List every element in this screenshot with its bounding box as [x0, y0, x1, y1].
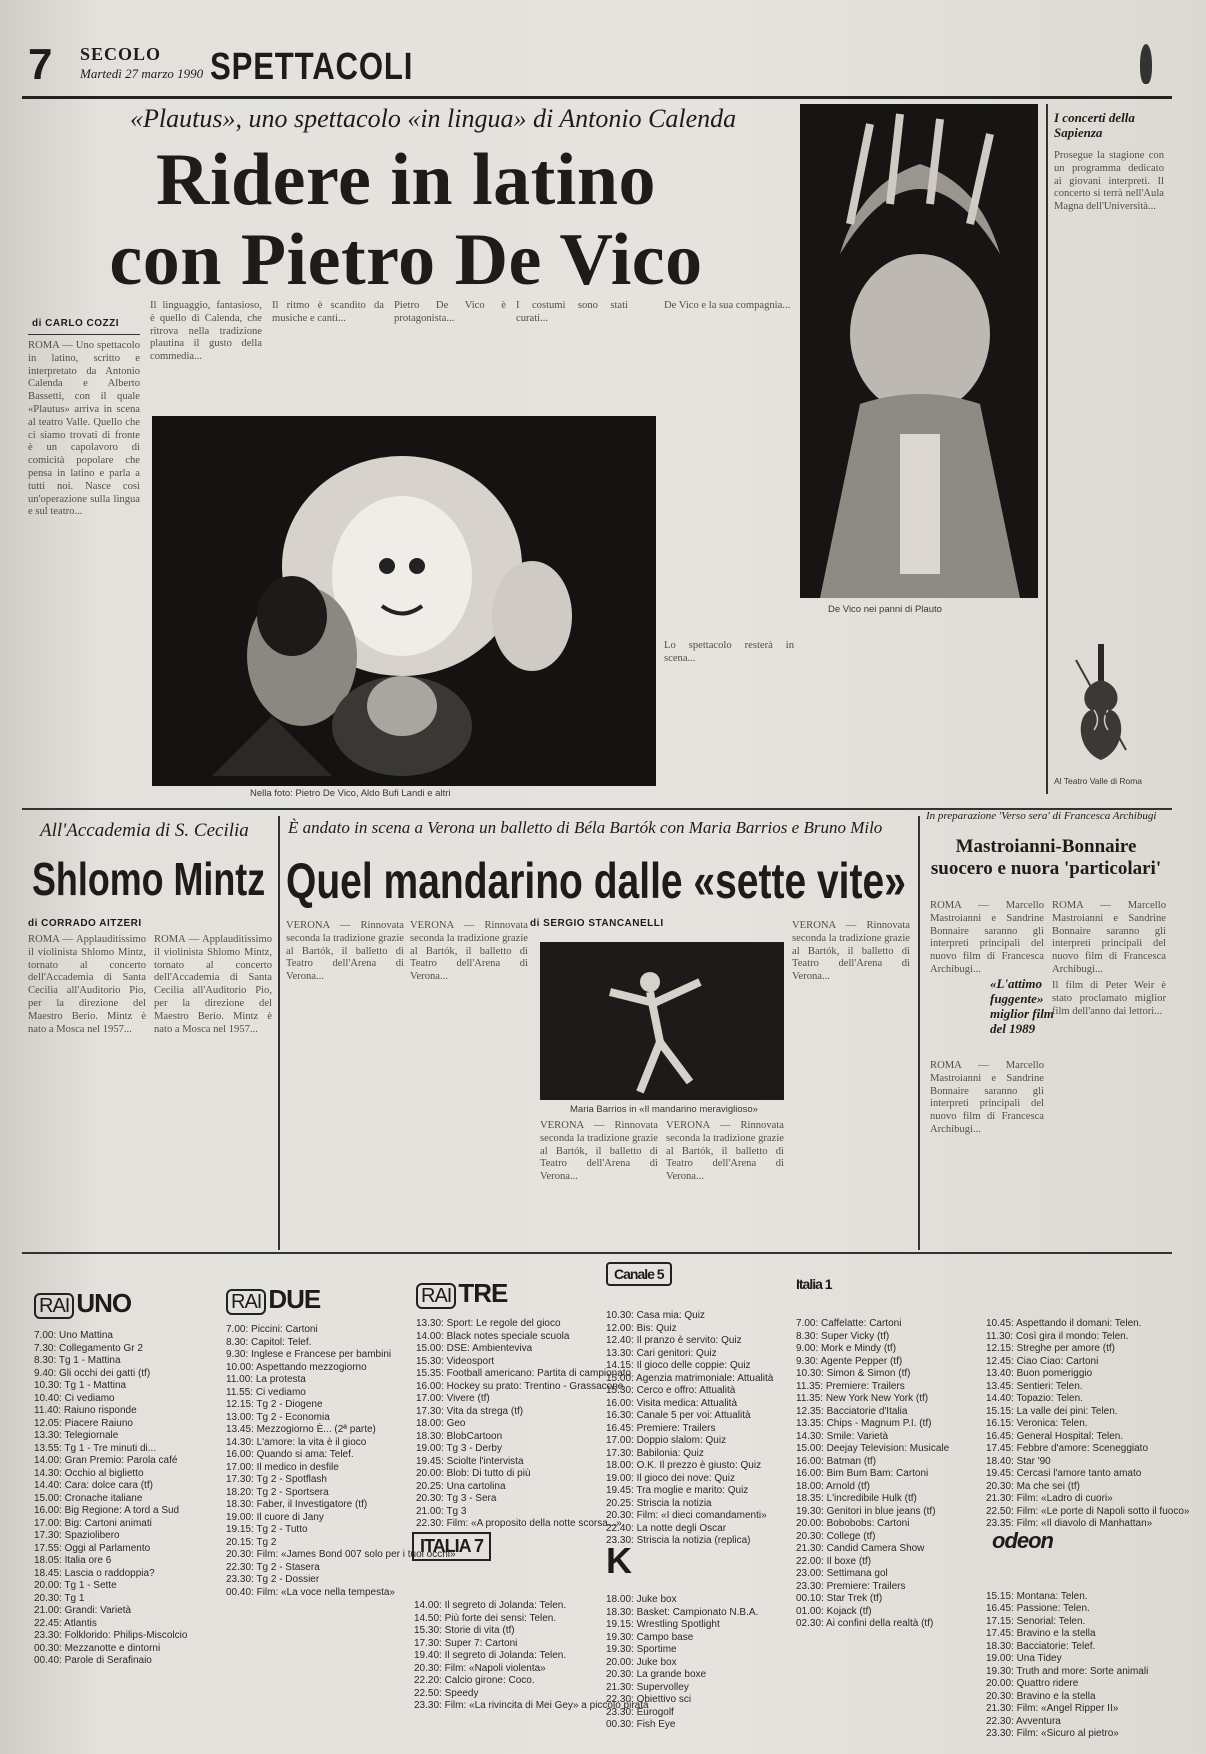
- lead-column-3: Il ritmo è scandito da musiche e canti...: [272, 300, 384, 324]
- mintz-rule: [278, 816, 280, 1250]
- side-text: Prosegue la stagione con un programma dedicato ai giovani interpreti. Il concerto si terrà nell'Aula Magna dell'Università...: [1054, 150, 1164, 213]
- raitre-listing: [416, 1318, 632, 1531]
- tv-listing-item: 22.20: Calcio girone: Coco.: [414, 1675, 535, 1686]
- tv-listing-item: 20.00: Juke box: [606, 1656, 677, 1668]
- tv-listing-item: 18.00: Arnold (tf): [796, 1480, 870, 1492]
- mandarino-text-3: VERONA — Rinnovata seconda la tradizione grazie al Bartók, il balletto di Teatro dell'Arena di Verona...: [540, 1120, 658, 1183]
- italia1-listing: [796, 1318, 980, 1631]
- tv-listing-item: 19.45: Tra moglie e marito: Quiz: [606, 1485, 749, 1496]
- tv-listing-item: 18.30: Basket: Campionato N.B.A.: [606, 1606, 759, 1618]
- tv-listing-item: 19.45: Cercasi l'amore tanto amato: [986, 1468, 1142, 1479]
- mastroianni-text-2: ROMA — Marcello Mastroianni e Sandrine Bonnaire saranno gli interpreti principali del nuovo film di Francesca Archibugi...: [1052, 900, 1166, 975]
- tv-listing-item: 9.40: Gli occhi dei gatti (tf): [34, 1367, 151, 1379]
- tmc-logo-name: K: [606, 1540, 631, 1581]
- italia1-logo-name: Italia 1: [796, 1276, 832, 1292]
- tv-listing-item: 13.30: Telegiornale: [34, 1430, 119, 1441]
- tv-listing-item: 17.30: Super 7: Cartoni: [414, 1637, 518, 1649]
- tv-listing-item: 11.30: Così gira il mondo: Telen.: [986, 1330, 1129, 1342]
- tv-listing-item: 12.15: Streghe per amore (tf): [986, 1343, 1115, 1354]
- tv-listing-item: 23.30: Film: «La rivincita di Mei Gey» a piccolo pirata: [414, 1700, 649, 1711]
- tv-listing-item: 15.00: Cronache italiane: [34, 1492, 143, 1504]
- violin-image: [1066, 640, 1136, 770]
- tv-listing-item: 22.40: La notte degli Oscar: [606, 1522, 727, 1534]
- tv-listing-item: 12.40: Il pranzo è servito: Quiz: [606, 1335, 742, 1346]
- tv-listing-item: 17.55: Oggi al Parlamento: [34, 1542, 151, 1554]
- tv-listing-item: 13.40: Buon pomeriggio: [986, 1368, 1093, 1379]
- tv-listing-item: 19.00: Il cuore di Jany: [226, 1511, 324, 1523]
- tv-listing-item: 18.05: Italia ore 6: [34, 1555, 112, 1566]
- tv-listing-item: 19.00: Il gioco dei nove: Quiz: [606, 1472, 735, 1484]
- lead-column-2: Il linguaggio, fantasioso, è quello di Calenda, che ritrova nella tradizione plautina il gusto della commedia...: [150, 300, 262, 363]
- mastroianni-headline: Mastroianni-Bonnaire suocero e nuora 'particolari': [930, 836, 1162, 879]
- tv-listing-item: 18.00: O.K. Il prezzo è giusto: Quiz: [606, 1460, 762, 1471]
- tv-listing-item: 16.00: Visita medica: Attualità: [606, 1397, 738, 1409]
- stage-photo-illustration: [152, 416, 656, 786]
- mandarino-byline: di SERGIO STANCANELLI: [530, 918, 664, 929]
- tv-listing-item: 14.00: Gran Premio: Parola café: [34, 1455, 178, 1466]
- lead-column-7: Lo spettacolo resterà in scena...: [664, 640, 794, 664]
- oscar-box-title: «L'attimo fuggente» miglior film del 1989: [990, 976, 1054, 1036]
- tv-listing-item: 18.45: Lascia o raddoppia?: [34, 1567, 155, 1579]
- tv-listing-item: 14.30: Occhio al biglietto: [34, 1467, 144, 1479]
- tv-listing-item: 13.30: Cari genitori: Quiz: [606, 1347, 717, 1359]
- tv-listing-item: 20.00: Quattro ridere: [986, 1678, 1079, 1689]
- tv-listing-item: 9.30: Inglese e Francese per bambini: [226, 1349, 392, 1360]
- oscar-box-text: Il film di Peter Weir è stato proclamato miglior film dell'anno dai lettori...: [1052, 980, 1166, 1017]
- tv-listing-item: 19.30: Genitori in blue jeans (tf): [796, 1505, 936, 1517]
- canale5-logo-name: Canale 5: [614, 1266, 664, 1282]
- tv-listing-item: 18.30: BlobCartoon: [416, 1430, 503, 1442]
- raitre-logo: [416, 1278, 507, 1309]
- raiuno-logo-rai: RAI: [34, 1293, 74, 1319]
- tv-listing-item: 21.30: Supervolley: [606, 1681, 689, 1693]
- tv-listing-item: 23.30: Folklorido: Philips-Miscolcio: [34, 1630, 188, 1641]
- tv-listing-item: 18.00: Juke box: [606, 1594, 677, 1605]
- lead-headline-line1: Ridere in latino: [156, 139, 656, 221]
- tv-listing-item: 16.00: Batman (tf): [796, 1455, 877, 1467]
- mandarino-kicker: È andato in scena a Verona un balletto di Béla Bartók con Maria Barrios e Bruno Milo: [288, 818, 883, 837]
- italia7-logo-name: ITALIA 7: [420, 1536, 483, 1556]
- tv-listing-item: 21.00: Tg 3: [416, 1505, 467, 1517]
- tv-listing-item: 20.30: Ma che sei (tf): [986, 1480, 1080, 1492]
- tv-listing-item: 19.30: Truth and more: Sorte animali: [986, 1665, 1149, 1677]
- canale5-listing: [606, 1310, 786, 1548]
- tv-listing-item: 20.30: Film: «I dieci comandamenti»: [606, 1510, 767, 1521]
- raiuno-logo-name: UNO: [76, 1288, 132, 1318]
- lead-headline-line2: con Pietro De Vico: [109, 219, 703, 301]
- tv-listing-item: 8.30: Tg 1 - Mattina: [34, 1355, 121, 1366]
- issue-date: Martedì 27 marzo 1990: [80, 66, 204, 81]
- tv-listing-item: 16.00: Hockey su prato: Trentino - Grassacone: [416, 1380, 624, 1392]
- tv-listing-item: 16.00: Quando si ama: Telef.: [226, 1449, 354, 1460]
- lead-headline: [96, 140, 716, 300]
- violin-icon: [1066, 640, 1136, 770]
- raiuno-listing: [34, 1330, 214, 1668]
- tv-listing-item: 7.00: Piccini: Cartoni: [226, 1324, 318, 1335]
- tv-listing-item: 15.00: Deejay Television: Musicale: [796, 1443, 950, 1454]
- mandarino-text-2: VERONA — Rinnovata seconda la tradizione grazie al Bartók, il balletto di Teatro dell'Arena di Verona...: [410, 920, 528, 983]
- tv-listing-item: 20.30: La grande boxe: [606, 1669, 707, 1680]
- tv-listing-item: 17.30: Vita da strega (tf): [416, 1405, 524, 1417]
- mintz-text-1: ROMA — Applauditissimo il violinista Shlomo Mintz, tornato al concerto dell'Accademia di Santa Cecilia all'Auditorio Pio, per la direzione del Maestro Berio. Mintz è nato a Mosca nel 1957...: [28, 934, 146, 1035]
- mandarino-photo: [540, 942, 784, 1100]
- tv-listing-item: 22.30: Obiettivo sci: [606, 1694, 692, 1705]
- tv-listing-item: 7.00: Caffelatte: Cartoni: [796, 1318, 902, 1329]
- tv-listing-item: 14.30: Smile: Varietà: [796, 1430, 889, 1442]
- tv-listing-item: 21.30: Film: «Angel Ripper II»: [986, 1703, 1119, 1714]
- tv-listing-item: 15.15: La valle dei pini: Telen.: [986, 1405, 1118, 1417]
- italia1-logo: [796, 1276, 832, 1292]
- lead-photo-stage: [152, 416, 656, 786]
- tv-listing-item: 16.30: Canale 5 per voi: Attualità: [606, 1410, 751, 1421]
- tv-listing-item: 18.20: Tg 2 - Sportsera: [226, 1486, 329, 1498]
- tv-listing-item: 22.00: Il boxe (tf): [796, 1555, 872, 1567]
- tv-listing-item: 8.30: Capitol: Telef.: [226, 1336, 312, 1348]
- tv-listing-item: 18.35: L'incredibile Hulk (tf): [796, 1493, 917, 1504]
- page-number: 7: [28, 40, 53, 89]
- masthead-rule: [22, 96, 1172, 99]
- tv-listing-item: 20.30: College (tf): [796, 1530, 876, 1542]
- tv-listing-item: 15.30: Videosport: [416, 1355, 495, 1367]
- tv-listing-item: 19.30: Sportime: [606, 1644, 677, 1655]
- tv-listing-item: 17.15: Senorial: Telen.: [986, 1615, 1086, 1627]
- tv-listing-item: 10.00: Aspettando mezzogiorno: [226, 1361, 367, 1373]
- tv-listing-item: 22.30: Tg 2 - Stasera: [226, 1561, 320, 1573]
- tv-listing-item: 17.00: Vivere (tf): [416, 1393, 490, 1404]
- mandarino-text-1: VERONA — Rinnovata seconda la tradizione grazie al Bartók, il balletto di Teatro dell'Arena di Verona...: [286, 920, 404, 983]
- tv-listing-item: 11.00: La protesta: [226, 1374, 306, 1385]
- raidue-logo-rai: RAI: [226, 1289, 266, 1315]
- tv-listing-item: 20.30: Film: «Napoli violenta»: [414, 1662, 546, 1674]
- tv-listing-item: 18.40: Star '90: [986, 1455, 1051, 1467]
- tv-listing-item: 23.30: Striscia la notizia (replica): [606, 1535, 751, 1546]
- mandarino-photo-caption: Maria Barrios in «Il mandarino meraviglioso»: [570, 1104, 758, 1115]
- tv-listing-item: 17.30: Babilonia: Quiz: [606, 1447, 704, 1459]
- tv-listing-item: 16.15: Veronica: Telen.: [986, 1418, 1088, 1429]
- tv-listing-item: 13.55: Tg 1 - Tre minuti di...: [34, 1442, 157, 1454]
- tv-listing-item: 20.00: Blob: Di tutto di più: [416, 1468, 531, 1479]
- tv-listing-item: 00.30: Mezzanotte e dintorni: [34, 1642, 161, 1654]
- tv-listing-item: 00.40: Film: «La voce nella tempesta»: [226, 1586, 395, 1598]
- tv-listing-item: 14.40: Cara: dolce cara (tf): [34, 1480, 153, 1491]
- mintz-headline: Shlomo Mintz: [32, 853, 266, 905]
- tv-listing-item: 19.30: Campo base: [606, 1631, 694, 1643]
- tv-listing-item: 16.00: Bim Bum Bam: Cartoni: [796, 1468, 929, 1479]
- tv-listing-item: 17.00: Big: Cartoni animati: [34, 1517, 152, 1529]
- tv-listing-item: 23.30: Film: «Sicuro al pietro»: [986, 1728, 1119, 1739]
- tv-listing-item: 17.00: Doppio slalom: Quiz: [606, 1435, 727, 1446]
- tv-listing-item: 22.50: Speedy: [414, 1687, 479, 1699]
- tv-listing-item: 23.00: Settimana gol: [796, 1568, 888, 1579]
- tv-listing-item: 02.30: Ai confini della realtà (tf): [796, 1618, 934, 1629]
- tv-listing-item: 23.35: Film: «Il diavolo di Manhattan»: [986, 1518, 1153, 1529]
- raitre-logo-rai: RAI: [416, 1283, 456, 1309]
- tv-listing-item: 22.50: Film: «Le porte di Napoli sotto il fuoco»: [986, 1505, 1190, 1517]
- tv-listing-item: 14.50: Più forte dei sensi: Telen.: [414, 1612, 557, 1624]
- tmc-logo: [606, 1540, 631, 1582]
- tv-listing-item: 10.30: Simon & Simon (tf): [796, 1368, 911, 1379]
- lead-photo-portrait-caption: De Vico nei panni di Plauto: [828, 604, 942, 615]
- tv-listing-item: 19.15: Wrestling Spotlight: [606, 1619, 720, 1630]
- tv-listing-item: 15.30: Storie di vita (tf): [414, 1625, 515, 1636]
- odeon-logo: [992, 1528, 1053, 1554]
- tv-listing-item: 10.30: Tg 1 - Mattina: [34, 1380, 127, 1391]
- raiuno-logo: [34, 1288, 131, 1319]
- tv-listing-item: 11.40: Raiuno risponde: [34, 1405, 137, 1416]
- tv-listing-item: 17.45: Febbre d'amore: Sceneggiato: [986, 1443, 1149, 1454]
- tv-listing-item: 7.00: Uno Mattina: [34, 1330, 113, 1341]
- byline-rule: [28, 334, 140, 335]
- tv-listing-item: 14.40: Topazio: Telen.: [986, 1393, 1083, 1404]
- tv-listing-item: 01.00: Kojack (tf): [796, 1605, 872, 1617]
- tv-listing-item: 15.15: Montana: Telen.: [986, 1590, 1088, 1602]
- tv-listing-item: 13.45: Sentieri: Telen.: [986, 1380, 1083, 1392]
- tv-listing-item: 18.30: Faber, il Investigatore (tf): [226, 1499, 368, 1510]
- tv-listing-item: 11.35: New York New York (tf): [796, 1393, 929, 1404]
- lead-byline: di CARLO COZZI: [32, 318, 119, 329]
- tv-listing-item: 21.00: Grandi: Varietà: [34, 1605, 132, 1616]
- tv-listing-item: 13.35: Chips - Magnum P.I. (tf): [796, 1418, 932, 1429]
- mastroianni-text-1: ROMA — Marcello Mastroianni e Sandrine Bonnaire saranno gli interpreti principali del nuovo film di Francesca Archibugi...: [930, 900, 1044, 975]
- side-title: I concerti della Sapienza: [1054, 110, 1135, 140]
- tv-listing-item: 16.45: Premiere: Trailers: [606, 1422, 716, 1434]
- tv-listing-item: 15.00: Agenzia matrimoniale: Attualità: [606, 1372, 774, 1384]
- lead-kicker: «Plautus», uno spettacolo «in lingua» di Antonio Calenda: [130, 104, 737, 133]
- mandarino-text-5: VERONA — Rinnovata seconda la tradizione grazie al Bartók, il balletto di Teatro dell'Arena di Verona...: [792, 920, 910, 983]
- tv-listing-item: 20.00: Tg 1 - Sette: [34, 1580, 117, 1591]
- mintz-kicker: All'Accademia di S. Cecilia: [40, 820, 249, 841]
- raitre-logo-name: TRE: [458, 1278, 508, 1308]
- mastroianni-kicker: In preparazione 'Verso sera' di Francesca Archibugi: [926, 810, 1157, 822]
- mandarino-text-4: VERONA — Rinnovata seconda la tradizione grazie al Bartók, il balletto di Teatro dell'Arena di Verona...: [666, 1120, 784, 1183]
- lead-column-5: I costumi sono stati curati...: [516, 300, 628, 324]
- tv-listing-item: 9.30: Agente Pepper (tf): [796, 1355, 903, 1367]
- raidue-logo-name: DUE: [268, 1284, 321, 1314]
- tv-listing-item: 12.35: Bacciatorie d'Italia: [796, 1405, 908, 1417]
- lead-column-1: ROMA — Uno spettacolo in latino, scritto e interpretato da Antonio Calenda e Alberto Bassetti, con il quale «Plautus» arriva in scena al teatro Valle. Quello che ci siamo trovati di fronte è un capolavoro di comicità popolare che pensa in latino e parla a tutti noi. Nasce così un'operazione sulla lingua e sul teatro...: [28, 340, 140, 518]
- section-divider-2: [22, 1252, 1172, 1254]
- tv-listing-item: 15.35: Football americano: Partita di campionato: [416, 1368, 632, 1379]
- tv-listing-item: 00.10: Star Trek (tf): [796, 1593, 883, 1604]
- tv-listing-item: 23.30: Premiere: Trailers: [796, 1580, 906, 1592]
- canale5-logo: [606, 1262, 672, 1286]
- tv-listing-item: 17.30: Spaziolibero: [34, 1530, 120, 1541]
- tv-listing-item: 00.30: Fish Eye: [606, 1719, 676, 1730]
- tv-listing-item: 20.15: Tg 2: [226, 1536, 277, 1548]
- tv-listing-item: 11.35: Premiere: Trailers: [796, 1380, 905, 1392]
- tv-listing-item: 18.00: Geo: [416, 1418, 466, 1429]
- tv-listing-item: 7.30: Collegamento Gr 2: [34, 1342, 143, 1354]
- tv-listing-item: 12.15: Tg 2 - Diogene: [226, 1399, 323, 1410]
- tv-listing-item: 10.40: Ci vediamo: [34, 1392, 115, 1404]
- tv-listing-item: 00.40: Parole di Serafinaio: [34, 1655, 152, 1666]
- mastroianni-text-3: ROMA — Marcello Mastroianni e Sandrine Bonnaire saranno gli interpreti principali del nuovo film di Francesca Archibugi...: [930, 1060, 1044, 1135]
- tv-listing-item: 23.30: Eurogolf: [606, 1706, 674, 1718]
- tv-listing-item: 13.00: Tg 2 - Economia: [226, 1411, 330, 1423]
- section-title: SPETTACOLI: [210, 46, 414, 88]
- tv-listing-item: 22.30: Avventura: [986, 1715, 1061, 1727]
- odeon-logo-name: odeon: [992, 1528, 1053, 1553]
- tv-listing-item: 12.00: Bis: Quiz: [606, 1322, 677, 1334]
- tv-listing-item: 20.30: Tg 3 - Sera: [416, 1493, 497, 1504]
- tv-listing-item: 19.00: Una Tidey: [986, 1653, 1062, 1664]
- tv-listing-item: 18.30: Bacciatorie: Telef.: [986, 1640, 1096, 1652]
- mintz-text-2: ROMA — Applauditissimo il violinista Shlomo Mintz, tornato al concerto dell'Accademia di Santa Cecilia all'Auditorio Pio, per la direzione del Maestro Berio. Mintz è nato a Mosca nel 1957...: [154, 934, 272, 1035]
- tv-listing-item: 20.25: Striscia la notizia: [606, 1497, 712, 1509]
- raidue-logo: [226, 1284, 320, 1315]
- side-column-rule: [1046, 104, 1048, 794]
- tv-listing-item: 20.00: Bobobobs: Cartoni: [796, 1518, 910, 1529]
- tv-listing-item: 15.00: DSE: Ambienteviva: [416, 1343, 533, 1354]
- tv-listing-item: 16.00: Big Regione: A tord a Sud: [34, 1505, 180, 1516]
- page-corner-mark: [1140, 44, 1152, 84]
- tv-listing-item: 23.30: Tg 2 - Dossier: [226, 1574, 320, 1585]
- tv-listing-item: 10.30: Casa mia: Quiz: [606, 1310, 705, 1321]
- tv-listing-item: 20.30: Bravino e la stella: [986, 1690, 1096, 1702]
- tv-listing-item: 12.05: Piacere Raiuno: [34, 1417, 133, 1429]
- tv-listing-item: 19.40: Il segreto di Jolanda: Telen.: [414, 1650, 567, 1661]
- tv-listing-item: 20.30: Tg 1: [34, 1592, 85, 1604]
- tv-listing-item: 21.30: Candid Camera Show: [796, 1543, 925, 1554]
- tv-listing-item: 16.45: General Hospital: Telen.: [986, 1430, 1124, 1442]
- mandarino-rule: [918, 816, 920, 1250]
- mandarino-headline: Quel mandarino dalle «sette vite»: [286, 853, 906, 909]
- tv-listing-item: 22.45: Atlantis: [34, 1617, 97, 1629]
- tv-listing-item: 16.45: Passione: Telen.: [986, 1603, 1090, 1614]
- tv-listing-item: 19.00: Tg 3 - Derby: [416, 1443, 502, 1454]
- tv-listing-item: 13.30: Sport: Le regole del gioco: [416, 1318, 561, 1329]
- lead-photo-stage-caption: Nella foto: Pietro De Vico, Aldo Bufi Landi e altri: [250, 788, 451, 799]
- tv-listing-item: 11.55: Ci vediamo: [226, 1386, 306, 1398]
- tv-listing-item: 17.45: Bravino e la stella: [986, 1628, 1096, 1639]
- tv-listing-item: 20.25: Una cartolina: [416, 1480, 506, 1492]
- tv-listing-item: 15.30: Cerco e offro: Attualità: [606, 1385, 736, 1396]
- lead-column-4: Pietro De Vico è protagonista...: [394, 300, 506, 324]
- tv-listing-item: 8.30: Super Vicky (tf): [796, 1330, 890, 1342]
- tv-listing-item: 19.15: Tg 2 - Tutto: [226, 1524, 308, 1535]
- tv-listing-item: 10.45: Aspettando il domani: Telen.: [986, 1318, 1142, 1329]
- tv-listing-item: 9.00: Mork e Mindy (tf): [796, 1343, 897, 1354]
- tv-listing-item: 14.00: Il segreto di Jolanda: Telen.: [414, 1600, 567, 1611]
- lead-column-6: De Vico e la sua compagnia...: [664, 300, 791, 311]
- portrait-photo-illustration: [800, 104, 1038, 598]
- tv-listing-item: 12.45: Ciao Ciao: Cartoni: [986, 1355, 1099, 1367]
- lead-photo-portrait: [800, 104, 1038, 598]
- dancer-photo-illustration: [540, 942, 784, 1100]
- tmc-listing: [606, 1594, 786, 1732]
- tv-listing-item: 17.00: Il medico in desfile: [226, 1461, 339, 1473]
- tv-listing-item: 13.45: Mezzogiorno È... (2ª parte): [226, 1424, 376, 1435]
- tv-listing-item: 21.30: Film: «Ladro di cuori»: [986, 1493, 1113, 1504]
- paper-name: SECOLO: [80, 44, 162, 64]
- tv-listing-item: 14.00: Black notes speciale scuola: [416, 1330, 570, 1342]
- tv-listing-item: 19.45: Sciolte l'intervista: [416, 1455, 524, 1467]
- side-caption: Al Teatro Valle di Roma: [1054, 776, 1143, 786]
- tv-listing-item: 14.30: L'amore: la vita è il gioco: [226, 1436, 367, 1448]
- italia7-logo: [412, 1532, 491, 1561]
- tv-listing-item: 20.30: Film: «James Bond 007 solo per i tuoi occhi»: [226, 1549, 456, 1560]
- mintz-byline: di CORRADO AITZERI: [28, 918, 142, 929]
- tv-listing-item: 17.30: Tg 2 - Spotflash: [226, 1474, 327, 1485]
- tv-listing-item: 14.15: Il gioco delle coppie: Quiz: [606, 1360, 751, 1371]
- tv-listing-item: 22.30: Film: «A proposito della notte scorsa...»: [416, 1518, 622, 1529]
